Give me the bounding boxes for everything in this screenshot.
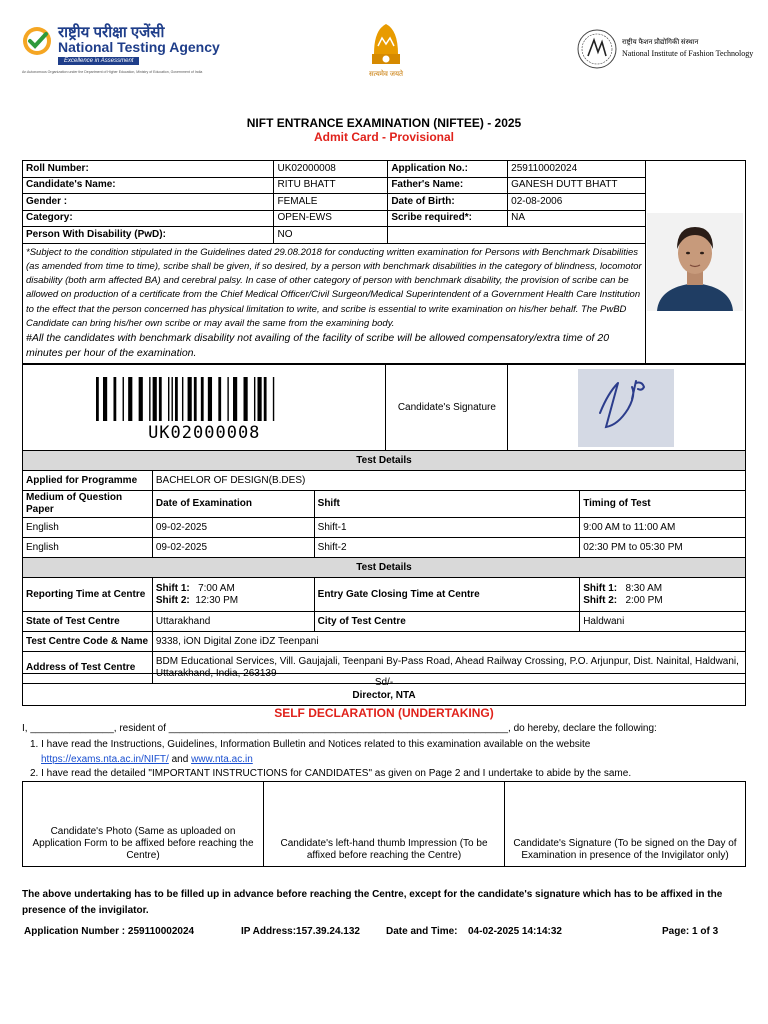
shift1-reporting: 7:00 AM [198,582,235,594]
compensatory-time-note: #All the candidates with benchmark disability not availing of the facility of scribe will be allowed compensatory/extra time of 20 minutes per hour of the examination. [26,332,610,360]
dob-label: Date of Birth: [388,194,508,211]
nta-nift-link[interactable]: https://exams.nta.ac.in/NIFT/ [41,753,169,765]
address-value: BDM Educational Services, Vill. Gaujajali, Teenpani By-Pass Road, Ahead Railway Crossing, P.O. Arjunpur, Dist. Nainital, Haldwani, Uttarakhand, India, 263139 [152,652,745,684]
table-row [23,518,746,538]
barcode-signature-table [22,364,746,451]
footer-datetime-label: Date and Time: [386,926,458,937]
shift-value: Shift-1 [314,518,580,538]
barcode-bar [264,377,267,421]
candidate-photo [647,213,743,311]
medium-value: English [23,538,153,558]
category-value: OPEN-EWS [274,210,388,227]
barcode-bar [194,377,197,421]
roll-number-value: UK02000008 [274,161,388,178]
barcode-bar [149,377,150,421]
signature-label: Candidate's Signature [386,365,508,451]
footer-page-number: Page: 1 of 3 [662,926,719,937]
director-sd: Sd/- [374,677,394,688]
nta-tagline: Excellence in Assessment [58,57,139,65]
shift1-gate: 8:30 AM [625,582,663,594]
nift-english-name: National Institute of Fashion Technology [622,49,754,58]
emblem-motto: सत्यमेव जयते [368,71,404,78]
medium-value: English [23,518,153,538]
gate-closing-value [580,578,746,612]
signature-cell [508,365,746,451]
centre-details-heading: Test Details [23,558,746,578]
barcode-bar [168,377,169,421]
barcode-bar [182,377,183,421]
barcode-cell [23,365,386,451]
barcode-bar [96,377,99,421]
footer-ip-address: IP Address:157.39.24.132 [241,926,360,937]
nta-subline: An Autonomous Organization under the Department of Higher Education, Ministry of Education, Government of India [22,70,203,74]
notes-row [23,243,746,364]
timing-value: 02:30 PM to 05:30 PM [580,538,746,558]
nta-check-icon [22,26,52,56]
application-no-value: 259110002024 [508,161,646,178]
column-header: Timing of Test [580,491,746,518]
declaration-title: SELF DECLARATION (UNDERTAKING) [274,706,494,720]
gender-value: FEMALE [274,194,388,211]
barcode-bar [273,377,274,421]
programme-value: BACHELOR OF DESIGN(B.DES) [152,471,745,491]
table-header-row [23,491,746,518]
document-title: NIFT ENTRANCE EXAMINATION (NIFTEE) - 2025 [246,116,522,130]
declaration-line: I, _______________, resident of _____________________________________________________________, do hereby, declare the following: [22,723,657,734]
table-row [23,632,746,652]
dob-value: 02-08-2006 [508,194,646,211]
shift2-label: Shift 2: [155,594,190,606]
centre-code-label: Test Centre Code & Name [23,632,153,652]
footer-datetime-value: 04-02-2025 14:14:32 [468,926,562,937]
test-details-heading: Test Details [23,451,746,471]
timing-value: 9:00 AM to 11:00 AM [580,518,746,538]
scribe-label: Scribe required*: [388,210,508,227]
column-header: Date of Examination [152,491,314,518]
list-item: 2. I have read the detailed "IMPORTANT INSTRUCTIONS for CANDIDATES" as given on Page 2 and I undertake to abide by the same. [30,768,632,779]
column-header: Medium of Question Paper [23,491,153,518]
father-name-label: Father's Name: [388,177,508,194]
shift2-label: Shift 2: [583,594,618,606]
state-label: State of Test Centre [23,612,153,632]
nta-hindi-name: राष्ट्रीय परीक्षा एजेंसी [58,24,165,41]
column-header: Shift [314,491,580,518]
pwd-label: Person With Disability (PwD): [23,227,274,244]
scribe-note: *Subject to the condition stipulated in the Guidelines dated 29.08.2018 for conducting written examination for Persons with Benchmark Disabilities (as amended from time to time), scribe shall be given, if so desired, by a person with benchmark disabilities in the category of blindness, locomotor disability (both arm affected BA) and cerebral palsy. In case of other category of person with benchmark disability, the provision of scribe can be allowed on production of a certificate from the Chief Medical Officer/Civil Surgeon/Medical Superintendent of a Government Health Care Institution to the effect that the person concerned has physical limitation to write, and scribe is essential to write examination on his/her behalf. The PwBD Candidate can bring his/her own scribe or may avail the same from the examining body. [26,246,642,329]
lion-capital-icon [358,16,414,70]
nift-hindi-name: राष्ट्रीय फैशन प्रौद्योगिकी संस्थान [622,38,699,46]
nta-website-link[interactable]: www.nta.ac.in [191,753,253,765]
shift2-gate: 2:00 PM [625,594,663,606]
gate-closing-label: Entry Gate Closing Time at Centre [314,578,580,612]
exam-date-value: 09-02-2025 [152,538,314,558]
barcode-bar [123,377,124,421]
roll-number-label: Roll Number: [23,161,274,178]
nift-logo [576,24,756,76]
barcode-bar [153,377,157,421]
signature-box: Candidate's Signature (To be signed on the Day of Examination in presence of the Invigilator only) [505,782,746,867]
application-no-label: Application No.: [388,161,508,178]
page-header [0,0,768,100]
table-row [23,177,746,194]
list-item: 1. I have read the Instructions, Guidelines, Information Bulletin and Notices related to this examination available on the website [30,739,591,750]
photo-box: Candidate's Photo (Same as uploaded on Application Form to be affixed before reaching the Centre) [23,782,264,867]
nta-logo [22,22,232,78]
nta-english-name: National Testing Agency [58,39,220,55]
address-label: Address of Test Centre [23,652,153,684]
candidate-name-label: Candidate's Name: [23,177,274,194]
barcode-bar [254,377,255,421]
barcode-bar [172,377,173,421]
table-row [23,538,746,558]
barcode-bar [188,377,192,421]
director-name: Director, NTA [352,690,416,701]
barcode-bar [233,377,237,421]
table-row [23,161,746,178]
reporting-time-label: Reporting Time at Centre [23,578,153,612]
table-row [23,451,746,471]
barcode-bar [159,377,162,421]
state-value: Uttarakhand [152,612,314,632]
candidate-name-value: RITU BHATT [274,177,388,194]
candidate-photo-cell [645,161,745,364]
barcode-bar [175,377,178,421]
barcode-bar [208,377,212,421]
undertaking-note: The above undertaking has to be filled up in advance before reaching the Centre, except for the candidate's signature which has to be affixed in the presence of the invigilator. [22,889,723,916]
nift-seal-icon [576,24,618,74]
national-emblem [358,16,414,82]
category-label: Category: [23,210,274,227]
barcode-bar [219,377,222,421]
table-row [23,365,746,451]
barcode-bar [258,377,262,421]
table-row [23,612,746,632]
table-row [23,578,746,612]
barcode-text: UK02000008 [148,422,261,443]
barcode-bar [201,377,204,421]
thumb-impression-box: Candidate's left-hand thumb Impression (To be affixed before reaching the Centre) [264,782,505,867]
shift2-reporting: 12:30 PM [195,594,239,606]
scribe-value: NA [508,210,646,227]
table-row [23,210,746,227]
declaration-item-2: I have read the detailed "IMPORTANT INSTRUCTIONS for CANDIDATES" as given on Page 2 and I undertake to abide by the same. [41,768,632,779]
shift1-label: Shift 1: [155,582,190,594]
city-label: City of Test Centre [314,612,580,632]
centre-code-value: 9338, iON Digital Zone iDZ Teenpani [152,632,745,652]
list-item-links: https://exams.nta.ac.in/NIFT/ and www.nta.ac.in [41,753,253,765]
barcode-bar [244,377,248,421]
candidate-signature-image [578,369,674,447]
table-row [23,558,746,578]
shift1-label: Shift 1: [583,582,618,594]
table-row [23,471,746,491]
empty-cell [388,227,646,244]
barcode-bar [128,377,132,421]
barcode-bar [103,377,107,421]
test-details-table [22,450,746,684]
barcode [96,377,312,421]
document-subtitle: Admit Card - Provisional [313,130,455,144]
programme-label: Applied for Programme [23,471,153,491]
undertaking-boxes [22,781,746,867]
reporting-time-value [152,578,314,612]
scribe-notes [23,243,646,364]
exam-date-value: 09-02-2025 [152,518,314,538]
barcode-bar [114,377,117,421]
city-value: Haldwani [580,612,746,632]
gender-label: Gender : [23,194,274,211]
director-signoff [22,673,746,706]
father-name-value: GANESH DUTT BHATT [508,177,646,194]
shift-value: Shift-2 [314,538,580,558]
table-row [23,782,746,867]
footer-application-number: Application Number : 259110002024 [24,926,195,937]
declaration-item-1: I have read the Instructions, Guidelines, Information Bulletin and Notices related to this examination available on the website [41,739,591,750]
barcode-bar [228,377,229,421]
table-row [23,194,746,211]
candidate-details-table [22,160,746,364]
barcode-bar [139,377,143,421]
pwd-value: NO [274,227,388,244]
table-row [23,227,746,244]
declaration-list [30,738,746,782]
